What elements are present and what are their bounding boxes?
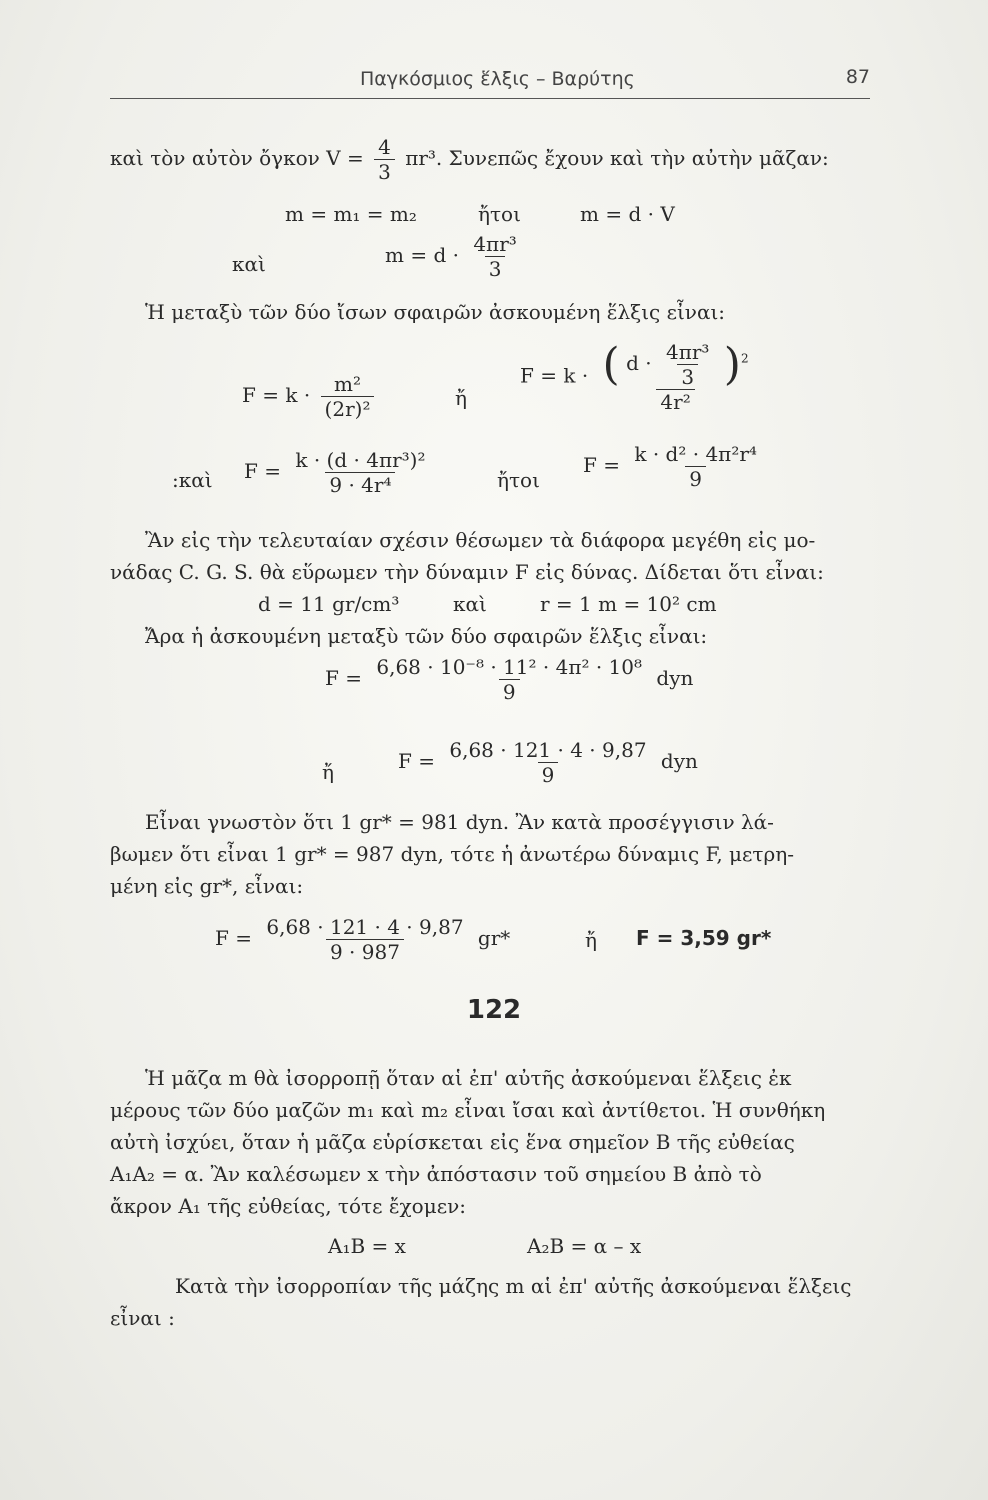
- fraction: $\frac{4}{3}$: [374, 135, 395, 184]
- text-itoi: ἤτοι: [478, 202, 521, 226]
- paragraph-line: μέρους τῶν δύο μαζῶν m₁ καὶ m₂ εἶναι ἴσαι καὶ ἀντίθετοι. Ἡ συνθήκη: [110, 1098, 826, 1122]
- equation: F = k · ( d · $\frac{\text{4πr³}}{3}$ )$^2$ 4r²: [520, 340, 757, 414]
- equation: F = $\frac{6,68 \cdot 121 \cdot 4 \cdot 9,87}{9}$ dyn: [398, 738, 698, 787]
- paragraph-line: ἄκρον A₁ τῆς εὐθείας, τότε ἔχομεν:: [110, 1194, 466, 1218]
- fraction: ( d · $\frac{\text{4πr³}}{3}$ )$^2$ 4r²: [602, 338, 749, 414]
- header-rule: [110, 98, 870, 99]
- equation: F = $\frac{\text{k · (d · 4πr³)²}}{\text{9 · 4r⁴}}$: [244, 448, 434, 497]
- fraction: $\frac{6,68 \cdot 121 \cdot 4 \cdot 9,87}{9}$: [449, 738, 647, 787]
- fraction: $\frac{6,68 \cdot 121 \cdot 4 \cdot 9,87}{9 \cdot 987}$: [266, 915, 464, 964]
- text-kai: :καὶ: [172, 468, 213, 492]
- page-number: 87: [845, 66, 870, 88]
- paragraph-line: μένη εἰς gr*, εἶναι:: [110, 874, 304, 898]
- equation: F = $\frac{\text{6,68 · 10⁻⁸ · 11² · 4π² · 10⁸}}{9}$ dyn: [325, 655, 694, 704]
- equation: F = $\frac{6,68 \cdot 121 \cdot 4 \cdot 9,87}{9 \cdot 987}$ gr*: [215, 915, 511, 964]
- paragraph-line: Ἄρα ἡ ἀσκουμένη μεταξὺ τῶν δύο σφαιρῶν ἕλξις εἶναι:: [145, 624, 708, 648]
- paragraph-line: Ἡ μᾶζα m θὰ ἰσορροπῇ ὅταν αἱ ἐπ' αὐτῆς ἀσκούμεναι ἕλξεις ἐκ: [145, 1066, 792, 1090]
- section-number: 122: [466, 995, 522, 1025]
- fraction: $\frac{\text{4πr³}}{3}$: [665, 340, 710, 389]
- text-or: ἤ: [322, 760, 334, 784]
- equation: m = d · V: [580, 202, 675, 226]
- page-header: [110, 62, 870, 102]
- paragraph-line: Κατὰ τὴν ἰσορροπίαν τῆς μάζης m αἱ ἐπ' αὐτῆς ἀσκούμεναι ἕλξεις: [175, 1274, 852, 1298]
- equation: F = k · $\frac{\text{m²}}{\text{(2r)²}}$: [242, 372, 378, 421]
- fraction: $\frac{\text{6,68 · 10⁻⁸ · 11² · 4π² · 10⁸}}{9}$: [376, 655, 643, 704]
- fraction: $\frac{\text{m²}}{\text{(2r)²}}$: [321, 372, 375, 421]
- equation: d = 11 gr/cm³: [258, 592, 400, 616]
- paragraph-line: νάδας C. G. S. θὰ εὕρωμεν τὴν δύναμιν F εἰς δύνας. Δίδεται ὅτι εἶναι:: [110, 560, 824, 584]
- equation: A₂B = α – x: [527, 1234, 642, 1258]
- running-title: Παγκόσμιος ἕλξις – Βαρύτης: [360, 68, 635, 90]
- paragraph-line: εἶναι :: [110, 1306, 175, 1330]
- result-equation: F = 3,59 gr*: [636, 926, 772, 950]
- equation: m = m₁ = m₂: [285, 202, 417, 226]
- equation: m = d · $\frac{\text{4πr³}}{3}$: [385, 232, 525, 281]
- fraction: $\frac{\text{k · d² · 4π²r⁴}}{9}$: [634, 442, 757, 491]
- paragraph-line: αὐτὴ ἰσχύει, ὅταν ἡ μᾶζα εὑρίσκεται εἰς ἕνα σημεῖον B τῆς εὐθείας: [110, 1130, 795, 1154]
- text-or: ἤ: [455, 386, 467, 410]
- fraction: $\frac{\text{k · (d · 4πr³)²}}{\text{9 · 4r⁴}}$: [295, 448, 426, 497]
- equation: r = 1 m = 10² cm: [540, 592, 717, 616]
- paragraph-line: Εἶναι γνωστὸν ὅτι 1 gr* = 981 dyn. Ἂν κατὰ προσέγγισιν λά-: [145, 810, 774, 834]
- text-kai: καὶ: [453, 592, 487, 616]
- paragraph-line: Ἂν εἰς τὴν τελευταίαν σχέσιν θέσωμεν τὰ διάφορα μεγέθη εἰς μο-: [145, 528, 816, 552]
- equation: A₁B = x: [328, 1234, 406, 1258]
- text-kai: καὶ: [232, 252, 266, 276]
- text-or: ἤ: [585, 928, 597, 952]
- fraction: $\frac{\text{4πr³}}{3}$: [473, 232, 517, 281]
- paragraph-line: βωμεν ὅτι εἶναι 1 gr* = 987 dyn, τότε ἡ ἀνωτέρω δύναμις F, μετρη-: [110, 842, 794, 866]
- paragraph-line: Ἡ μεταξὺ τῶν δύο ἴσων σφαιρῶν ἀσκουμένη ἕλξις εἶναι:: [145, 300, 726, 324]
- text-itoi: ἤτοι: [497, 468, 540, 492]
- paragraph-line: A₁A₂ = α. Ἂν καλέσωμεν x τὴν ἀπόστασιν τοῦ σημείου B ἀπὸ τὸ: [110, 1162, 762, 1186]
- text-line: καὶ τὸν αὐτὸν ὄγκον V = $\frac{4}{3}$ πr³. Συνεπῶς ἔχουν καὶ τὴν αὐτὴν μᾶζαν:: [110, 135, 829, 184]
- equation: F = $\frac{\text{k · d² · 4π²r⁴}}{9}$: [583, 442, 765, 491]
